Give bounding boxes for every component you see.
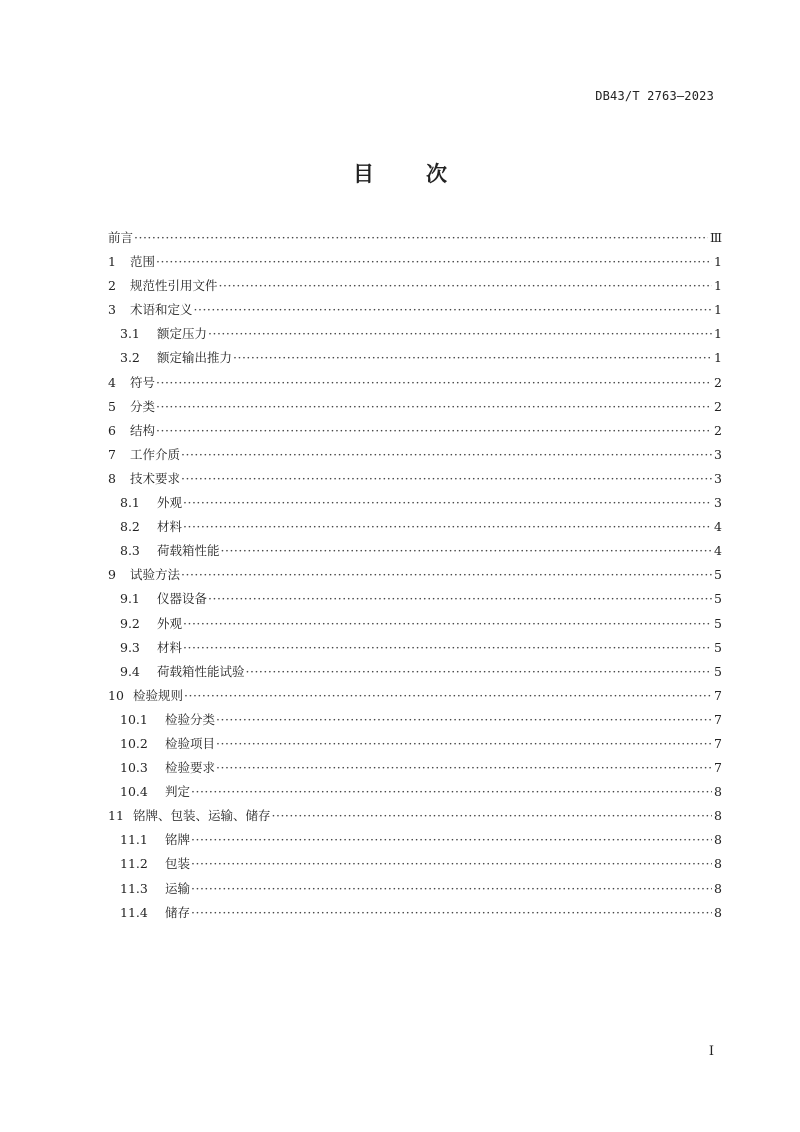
toc-entry[interactable] bbox=[108, 686, 722, 710]
toc-entry-page: 8 bbox=[714, 784, 722, 800]
toc-entry-number: 10.1 bbox=[120, 711, 148, 727]
toc-entry[interactable] bbox=[108, 662, 722, 686]
toc-entry-label: 铭牌 bbox=[165, 832, 191, 848]
toc-entry[interactable] bbox=[108, 903, 722, 927]
toc-entry-number: 4 bbox=[108, 374, 116, 390]
toc-entry-label: 储存 bbox=[165, 904, 191, 920]
toc-entry[interactable] bbox=[108, 493, 722, 517]
toc-entry-number: 3 bbox=[108, 302, 116, 318]
toc-entry-number: 10.4 bbox=[120, 784, 148, 800]
toc-entry[interactable] bbox=[108, 445, 722, 469]
toc-entry[interactable] bbox=[108, 300, 722, 324]
toc-entry[interactable] bbox=[108, 589, 722, 613]
title-char-1: 目 bbox=[353, 161, 374, 186]
toc-entry[interactable] bbox=[108, 830, 722, 854]
toc-entry[interactable] bbox=[108, 397, 722, 421]
toc-entry-label: 工作介质 bbox=[130, 446, 181, 462]
toc-entry-number: 9.4 bbox=[120, 663, 140, 679]
toc-entry-number: 11.3 bbox=[120, 880, 148, 896]
toc-entry-page: 1 bbox=[714, 326, 722, 342]
toc-entry-page: 8 bbox=[714, 832, 722, 848]
dot-leader bbox=[216, 736, 712, 751]
toc-entry[interactable] bbox=[108, 252, 722, 276]
dot-leader bbox=[233, 350, 712, 365]
toc-entry-page: 7 bbox=[714, 760, 722, 776]
toc-entry-number: 8.2 bbox=[120, 519, 140, 535]
toc-entry-page: 2 bbox=[714, 398, 722, 414]
toc-entry-number: 11 bbox=[108, 808, 124, 824]
toc-entry-number: 9.3 bbox=[120, 639, 140, 655]
page-number: I bbox=[708, 1044, 714, 1059]
toc-entry-label: 荷载箱性能试验 bbox=[157, 663, 245, 679]
toc-entry-page: Ⅲ bbox=[709, 230, 722, 245]
toc-entry-label: 检验项目 bbox=[165, 735, 216, 751]
toc-entry[interactable] bbox=[108, 854, 722, 878]
toc-entry[interactable] bbox=[108, 614, 722, 638]
toc-entry-label: 检验规则 bbox=[133, 687, 184, 703]
toc-entry[interactable] bbox=[108, 276, 722, 300]
title-char-2: 次 bbox=[426, 161, 447, 186]
dot-leader bbox=[208, 591, 712, 606]
toc-entry-page: 8 bbox=[714, 856, 722, 872]
toc-entry-number: 11.2 bbox=[120, 856, 148, 872]
toc-entry[interactable] bbox=[108, 324, 722, 348]
toc-entry-page: 3 bbox=[714, 470, 722, 486]
toc-entry-page: 5 bbox=[714, 591, 722, 607]
toc-entry[interactable] bbox=[108, 348, 722, 372]
toc-entry-number: 10 bbox=[108, 687, 124, 703]
toc-entry-page: 2 bbox=[714, 422, 722, 438]
toc-entry-page: 1 bbox=[714, 302, 722, 318]
toc-entry-page: 7 bbox=[714, 735, 722, 751]
toc-entry[interactable] bbox=[108, 710, 722, 734]
toc-entry-number: 10.3 bbox=[120, 760, 148, 776]
toc-entry-number: 8.3 bbox=[120, 543, 140, 559]
dot-leader bbox=[216, 760, 712, 775]
toc-entry-label: 分类 bbox=[130, 398, 156, 414]
toc-entry-label: 荷载箱性能 bbox=[157, 543, 220, 559]
toc-entry-number: 3.1 bbox=[120, 326, 140, 342]
dot-leader bbox=[221, 543, 712, 558]
toc-entry-page: 5 bbox=[714, 567, 722, 583]
dot-leader bbox=[156, 423, 712, 438]
toc-entry-page: 8 bbox=[714, 808, 722, 824]
toc-entry-number: 11.4 bbox=[120, 904, 148, 920]
dot-leader bbox=[191, 784, 712, 799]
dot-leader bbox=[191, 856, 712, 871]
toc-entry[interactable] bbox=[108, 565, 722, 589]
toc-entry-number: 7 bbox=[108, 446, 116, 462]
toc-entry-label: 范围 bbox=[130, 254, 156, 270]
toc-entry-page: 5 bbox=[714, 615, 722, 631]
toc-entry-page: 4 bbox=[714, 519, 722, 535]
toc-entry-label: 检验分类 bbox=[165, 711, 216, 727]
toc-entry-page: 8 bbox=[714, 880, 722, 896]
toc-entry-number: 3.2 bbox=[120, 350, 140, 366]
toc-entry-label: 技术要求 bbox=[130, 470, 181, 486]
dot-leader bbox=[191, 905, 712, 920]
toc-entry-number: 11.1 bbox=[120, 832, 148, 848]
toc-entry[interactable] bbox=[108, 421, 722, 445]
toc-entry-label: 符号 bbox=[130, 374, 156, 390]
dot-leader bbox=[219, 278, 712, 293]
toc-entry[interactable] bbox=[108, 517, 722, 541]
toc-entry-label: 额定输出推力 bbox=[157, 350, 233, 366]
standard-number: DB43/T 2763—2023 bbox=[595, 89, 714, 103]
dot-leader bbox=[216, 712, 712, 727]
toc-entry-page: 1 bbox=[714, 350, 722, 366]
toc-entry-page: 1 bbox=[714, 254, 722, 270]
dot-leader bbox=[183, 519, 712, 534]
dot-leader bbox=[208, 326, 712, 341]
dot-leader bbox=[134, 230, 708, 245]
dot-leader bbox=[183, 495, 712, 510]
toc-entry-label: 前言 bbox=[108, 230, 134, 245]
toc-entry-label: 检验要求 bbox=[165, 760, 216, 776]
dot-leader bbox=[181, 471, 712, 486]
toc-entry[interactable] bbox=[108, 638, 722, 662]
toc-entry-number: 9 bbox=[108, 567, 116, 583]
toc-entry-number: 1 bbox=[108, 254, 116, 270]
dot-leader bbox=[191, 832, 712, 847]
toc-entry-page: 8 bbox=[714, 904, 722, 920]
toc-entry-label: 结构 bbox=[130, 422, 156, 438]
toc-entry-number: 8 bbox=[108, 470, 116, 486]
toc-entry-label: 判定 bbox=[165, 784, 191, 800]
toc-entry-label: 包装 bbox=[165, 856, 191, 872]
dot-leader bbox=[183, 640, 712, 655]
dot-leader bbox=[246, 664, 712, 679]
toc-entry-label: 运输 bbox=[165, 880, 191, 896]
toc-entry[interactable] bbox=[108, 782, 722, 806]
toc-entry-number: 10.2 bbox=[120, 735, 148, 751]
toc-entry-page: 5 bbox=[714, 663, 722, 679]
toc-entry-label: 规范性引用文件 bbox=[130, 278, 218, 294]
toc-entry-label: 材料 bbox=[157, 639, 183, 655]
toc-entry-label: 仪器设备 bbox=[157, 591, 208, 607]
toc-entry-number: 8.1 bbox=[120, 495, 140, 511]
toc-entry-page: 3 bbox=[714, 495, 722, 511]
dot-leader bbox=[272, 808, 712, 823]
toc-entry-label: 材料 bbox=[157, 519, 183, 535]
toc-entry-page: 5 bbox=[714, 639, 722, 655]
toc-entry[interactable] bbox=[108, 806, 722, 830]
page-title bbox=[0, 158, 800, 188]
toc-entry[interactable] bbox=[108, 734, 722, 758]
toc-entry-label: 额定压力 bbox=[157, 326, 208, 342]
toc-entry-label: 术语和定义 bbox=[130, 302, 193, 318]
toc-entry-label: 外观 bbox=[157, 495, 183, 511]
toc-entry-page: 2 bbox=[714, 374, 722, 390]
dot-leader bbox=[156, 375, 712, 390]
dot-leader bbox=[156, 399, 712, 414]
dot-leader bbox=[183, 616, 712, 631]
toc-entry-number: 6 bbox=[108, 422, 116, 438]
toc-entry-page: 3 bbox=[714, 446, 722, 462]
toc-entry-number: 9.1 bbox=[120, 591, 140, 607]
dot-leader bbox=[194, 302, 712, 317]
toc-entry-number: 5 bbox=[108, 398, 116, 414]
toc-entry-label: 试验方法 bbox=[130, 567, 181, 583]
dot-leader bbox=[181, 447, 712, 462]
table-of-contents bbox=[108, 228, 722, 927]
toc-entry-page: 4 bbox=[714, 543, 722, 559]
toc-entry-page: 7 bbox=[714, 687, 722, 703]
toc-entry-page: 1 bbox=[714, 278, 722, 294]
toc-entry-label: 铭牌、包装、运输、储存 bbox=[133, 808, 271, 824]
dot-leader bbox=[181, 567, 712, 582]
toc-entry[interactable] bbox=[108, 228, 722, 252]
toc-entry[interactable] bbox=[108, 758, 722, 782]
dot-leader bbox=[191, 881, 712, 896]
toc-entry[interactable] bbox=[108, 541, 722, 565]
toc-entry-page: 7 bbox=[714, 711, 722, 727]
dot-leader bbox=[184, 688, 712, 703]
toc-entry-number: 2 bbox=[108, 278, 116, 294]
dot-leader bbox=[156, 254, 712, 269]
toc-entry[interactable] bbox=[108, 373, 722, 397]
toc-entry-number: 9.2 bbox=[120, 615, 140, 631]
toc-entry[interactable] bbox=[108, 469, 722, 493]
toc-entry-label: 外观 bbox=[157, 615, 183, 631]
toc-entry[interactable] bbox=[108, 879, 722, 903]
